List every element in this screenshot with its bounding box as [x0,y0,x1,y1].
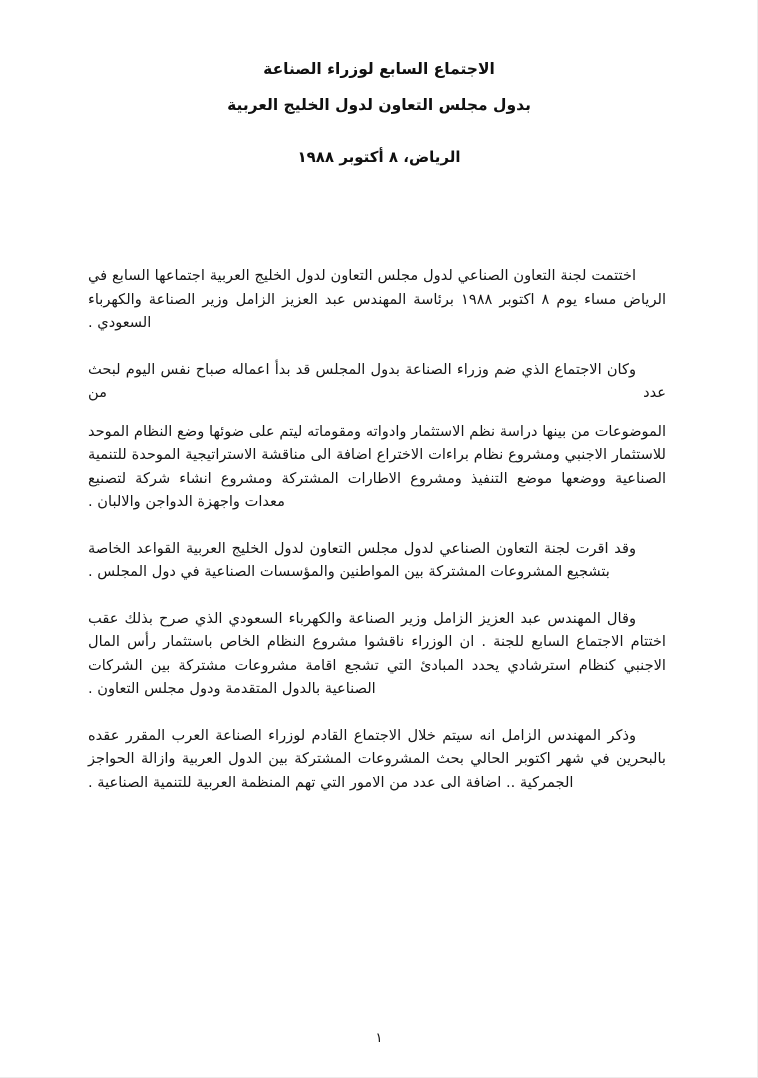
paragraph-meeting-agenda-topics: الموضوعات من بينها دراسة نظم الاستثمار وادواته ومقوماته ليتم على ضوئها وضع النظام الموحد للاستثمار الاجنبي ومشروع نظام براءات الاختراع اضافة الى مناقشة الاستراتيجية الموحدة للتنمية الصناعية ووضعها موضع التنفيذ ومشروع الاطارات المشتركة ومشروع انشاء شركة لتصنيع معدات واجهزة الدواجن والالبان . [88,422,666,511]
document-dateline: الرياض، ٨ أكتوبر ١٩٨٨ [297,148,461,167]
paragraph-next-meeting: وذكر المهندس الزامل انه سيتم خلال الاجتماع القادم لوزراء الصناعة العرب المقرر عقده بالبحرين في شهر اكتوبر الحالي بحث المشروعات المشتركة بين الدول العربية وازالة الحواجز الجمركية .. اضافة الى عدد من الامور التي تهم المنظمة العربية للتنمية الصناعية . [88,726,666,791]
paragraph-approved-rules: وقد اقرت لجنة التعاون الصناعي لدول مجلس التعاون لدول الخليج العربية القواعد الخاصة بتشجيع المشروعات المشتركة بين المواطنين والمؤسسات الصناعية في دول المجلس . [88,539,636,581]
paragraph-opening: اختتمت لجنة التعاون الصناعي لدول مجلس التعاون لدول الخليج العربية اجتماعها السابع في الرياض مساء يوم ٨ اكتوبر ١٩٨٨ برئاسة المهندس عبد العزيز الزامل وزير الصناعة والكهرباء السعودي . [88,267,667,332]
document-header [0,0,758,166]
document-title-line-2: بدول مجلس التعاون لدول الخليج العربية [227,95,531,114]
page-number: ١ [375,1030,383,1046]
document-body [0,264,758,794]
paragraph-meeting-agenda-lead: وكان الاجتماع الذي ضم وزراء الصناعة بدول المجلس قد بدأ اعماله صباح نفس اليوم لبحث عدد من [88,360,666,402]
document-title-line-1: الاجتماع السابع لوزراء الصناعة [263,60,495,78]
paragraph-minister-statement: وقال المهندس عبد العزيز الزامل وزير الصناعة والكهرباء السعودي الذي صرح بذلك عقب اختتام الاجتماع السابع للجنة . ان الوزراء ناقشوا مشروع النظام الخاص باستثمار رأس المال الاجنبي كنظام استرشادي يحدد المبادئ التي تشجع اقامة مشروعات مشتركة بين الشركات الصناعية بالدول المتقدمة ودول مجلس التعاون . [88,609,666,698]
